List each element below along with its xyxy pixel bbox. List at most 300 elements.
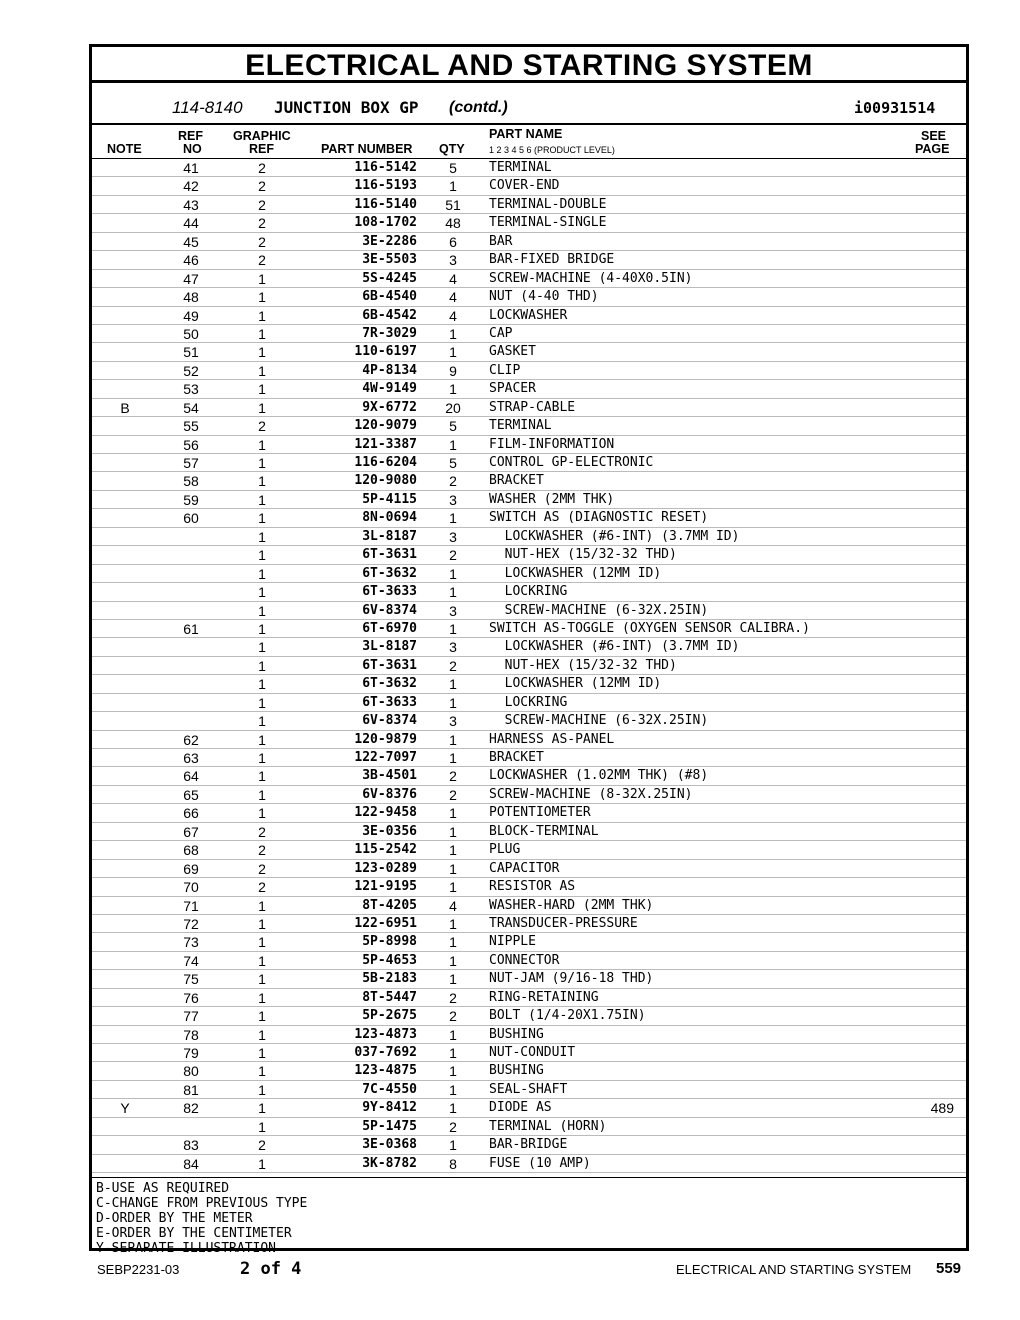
graphic-ref-cell: 1	[258, 565, 266, 582]
table-row	[92, 1155, 966, 1173]
illustration-id: i00931514	[854, 99, 936, 117]
table-row	[92, 897, 966, 915]
part-name-cell: SCREW-MACHINE (4-40X0.5IN)	[489, 270, 693, 286]
qty-cell: 2	[449, 657, 457, 674]
graphic-ref-cell: 1	[258, 436, 266, 453]
ref-no-cell: 84	[183, 1155, 199, 1172]
graphic-ref-cell: 2	[258, 215, 266, 232]
qty-cell: 1	[449, 915, 457, 932]
part-number-cell: 8N-0694	[362, 510, 417, 526]
part-number-cell: 7C-4550	[362, 1081, 417, 1097]
ref-no-cell: 82	[183, 1100, 199, 1117]
graphic-ref-cell: 1	[258, 897, 266, 914]
table-row	[92, 362, 966, 380]
graphic-ref-cell: 1	[258, 528, 266, 545]
ref-no-cell: 75	[183, 971, 199, 988]
table-row	[92, 878, 966, 896]
page-number: 559	[936, 1260, 962, 1277]
part-number-cell: 116-5142	[354, 160, 417, 175]
table-row	[92, 860, 966, 878]
qty-cell: 2	[449, 768, 457, 785]
part-number-cell: 8T-4205	[362, 897, 417, 913]
table-row	[92, 307, 966, 325]
part-number-cell: 3E-5503	[362, 252, 417, 268]
ref-no-cell: 77	[183, 1008, 199, 1025]
part-name-cell: CLIP	[489, 362, 521, 378]
graphic-ref-cell: 1	[258, 1008, 266, 1025]
group-number: 114-8140	[172, 98, 243, 117]
qty-cell: 1	[449, 1081, 457, 1098]
table-row	[92, 472, 966, 490]
graphic-ref-cell: 2	[258, 842, 266, 859]
notes-legend	[92, 1177, 966, 1256]
part-name-cell: BRACKET	[489, 473, 544, 489]
part-number-cell: 5P-8998	[362, 934, 417, 950]
graphic-ref-cell: 1	[258, 289, 266, 306]
part-number-cell: 4W-9149	[362, 381, 417, 397]
graphic-ref-cell: 2	[258, 178, 266, 195]
graphic-ref-cell: 1	[258, 952, 266, 969]
qty-cell: 1	[449, 842, 457, 859]
part-number-cell: 120-9879	[354, 731, 417, 747]
graphic-ref-cell: 2	[258, 196, 266, 213]
qty-cell: 1	[449, 879, 457, 896]
part-name-cell: HARNESS AS-PANEL	[489, 731, 615, 747]
table-row	[92, 177, 966, 195]
part-name-cell: POTENTIOMETER	[489, 805, 591, 821]
table-row	[92, 970, 966, 988]
part-name-cell: CAP	[489, 325, 513, 341]
graphic-ref-cell: 1	[258, 602, 266, 619]
part-name-cell: TERMINAL	[489, 160, 552, 175]
qty-cell: 2	[449, 1118, 457, 1135]
part-name-cell: WASHER (2MM THK)	[489, 491, 615, 507]
part-name-cell: SCREW-MACHINE (6-32X.25IN)	[489, 713, 709, 729]
qty-cell: 1	[449, 750, 457, 766]
part-name-cell: BLOCK-TERMINAL	[489, 823, 599, 839]
see-header-bottom: PAGE	[915, 142, 950, 156]
part-number-cell: 115-2542	[354, 842, 417, 858]
ref-no-cell: 54	[183, 399, 199, 416]
ref-no-cell: 41	[183, 160, 199, 176]
part-name-cell: STRAP-CABLE	[489, 399, 576, 415]
graphic-ref-cell: 1	[258, 934, 266, 951]
part-name-cell: FILM-INFORMATION	[489, 436, 615, 452]
ref-no-cell: 53	[183, 381, 199, 398]
part-name-cell: SCREW-MACHINE (8-32X.25IN)	[489, 786, 693, 802]
part-name-cell: TRANSDUCER-PRESSURE	[489, 915, 638, 931]
graphic-header-bottom: REF	[249, 142, 274, 156]
graphic-ref-cell: 2	[258, 1137, 266, 1154]
part-name-cell: LOCKWASHER (#6-INT) (3.7MM ID)	[489, 639, 740, 655]
part-number-cell: 5P-4653	[362, 952, 417, 968]
qty-cell: 1	[449, 1026, 457, 1043]
ref-no-cell: 44	[183, 215, 199, 232]
table-row	[92, 325, 966, 343]
part-name-cell: TERMINAL-DOUBLE	[489, 196, 607, 212]
qty-cell: 5	[449, 455, 457, 471]
part-number-cell: 6T-3631	[362, 657, 417, 673]
table-row	[92, 1081, 966, 1099]
part-name-cell: TERMINAL	[489, 418, 552, 434]
qty-cell: 1	[449, 805, 457, 822]
table-row	[92, 196, 966, 214]
ref-no-cell: 50	[183, 325, 199, 342]
graphic-ref-cell: 1	[258, 713, 266, 730]
part-name-cell: NUT (4-40 THD)	[489, 289, 599, 305]
table-row	[92, 436, 966, 454]
part-number-cell: 120-9080	[354, 473, 417, 489]
part-number-cell: 6V-8374	[362, 713, 417, 729]
note-legend-item: C-CHANGE FROM PREVIOUS TYPE	[96, 1196, 308, 1211]
graphic-ref-cell: 1	[258, 344, 266, 361]
part-number-cell: 110-6197	[354, 344, 417, 360]
part-number-cell: 3E-0356	[362, 823, 417, 839]
ref-no-cell: 46	[183, 252, 199, 269]
qty-cell: 48	[445, 215, 461, 232]
part-name-cell: CONTROL GP-ELECTRONIC	[489, 455, 654, 470]
part-name-cell: TERMINAL-SINGLE	[489, 215, 607, 231]
continued-label: (contd.)	[449, 99, 508, 116]
part-number-cell: 116-6204	[354, 455, 417, 470]
ref-no-cell: 49	[183, 307, 199, 324]
ref-no-cell: 63	[183, 750, 199, 766]
graphic-ref-cell: 1	[258, 768, 266, 785]
part-name-cell: BOLT (1/4-20X1.75IN)	[489, 1008, 646, 1024]
part-number-cell: 6V-8376	[362, 786, 417, 802]
graphic-ref-cell: 1	[258, 399, 266, 416]
table-row	[92, 454, 966, 472]
qty-cell: 1	[449, 731, 457, 748]
part-name-cell: BAR-BRIDGE	[489, 1137, 568, 1153]
graphic-ref-cell: 1	[258, 989, 266, 1006]
graphic-ref-cell: 2	[258, 879, 266, 896]
part-number-cell: 9X-6772	[362, 399, 417, 415]
table-row	[92, 823, 966, 841]
qty-cell: 1	[449, 860, 457, 877]
table-row	[92, 546, 966, 564]
see-page-cell: 489	[930, 1100, 954, 1117]
table-row	[92, 675, 966, 693]
part-number-cell: 6T-3633	[362, 584, 417, 600]
graphic-ref-cell: 1	[258, 1063, 266, 1080]
table-row	[92, 1118, 966, 1136]
ref-no-cell: 74	[183, 952, 199, 969]
qty-cell: 4	[449, 307, 457, 324]
group-name: JUNCTION BOX GP	[274, 98, 419, 117]
qty-cell: 3	[449, 252, 457, 269]
ref-no-cell: 48	[183, 289, 199, 306]
qty-cell: 2	[449, 989, 457, 1006]
part-number-cell: 122-6951	[354, 915, 417, 931]
part-number-cell: 4P-8134	[362, 362, 417, 378]
qty-header: QTY	[439, 142, 465, 156]
part-number-cell: 7R-3029	[362, 325, 417, 341]
part-name-cell: LOCKRING	[489, 584, 568, 600]
part-name-cell: SPACER	[489, 381, 536, 397]
table-row	[92, 380, 966, 398]
qty-cell: 9	[449, 362, 457, 379]
graphic-ref-cell: 1	[258, 731, 266, 748]
part-name-cell: LOCKWASHER (12MM ID)	[489, 565, 662, 581]
graphic-ref-cell: 1	[258, 1155, 266, 1172]
qty-cell: 1	[449, 178, 457, 195]
table-row	[92, 620, 966, 638]
part-name-cell: NUT-CONDUIT	[489, 1045, 576, 1060]
part-name-cell: SWITCH AS (DIAGNOSTIC RESET)	[489, 510, 709, 526]
part-number-cell: 5P-2675	[362, 1008, 417, 1024]
qty-cell: 2	[449, 473, 457, 490]
part-number-cell: 123-0289	[354, 860, 417, 876]
ref-no-cell: 57	[183, 455, 199, 471]
table-row	[92, 509, 966, 527]
ref-no-cell: 56	[183, 436, 199, 453]
qty-cell: 1	[449, 1063, 457, 1080]
graphic-ref-cell: 1	[258, 270, 266, 287]
part-number-cell: 123-4873	[354, 1026, 417, 1042]
graphic-ref-cell: 1	[258, 1026, 266, 1043]
ref-no-cell: 68	[183, 842, 199, 859]
table-row	[92, 1136, 966, 1154]
qty-cell: 1	[449, 823, 457, 840]
part-number-cell: 6T-3633	[362, 694, 417, 710]
part-number-cell: 3K-8782	[362, 1155, 417, 1171]
ref-no-cell: 81	[183, 1081, 199, 1098]
graphic-ref-cell: 2	[258, 823, 266, 840]
table-row	[92, 712, 966, 730]
part-name-cell: LOCKWASHER (#6-INT) (3.7MM ID)	[489, 528, 740, 544]
qty-cell: 5	[449, 160, 457, 176]
ref-no-cell: 59	[183, 491, 199, 508]
qty-cell: 1	[449, 694, 457, 711]
part-name-cell: BAR-FIXED BRIDGE	[489, 252, 615, 268]
table-row	[92, 989, 966, 1007]
table-row	[92, 288, 966, 306]
part-number-cell: 8T-5447	[362, 989, 417, 1005]
part-name-cell: NUT-JAM (9/16-18 THD)	[489, 971, 654, 987]
qty-cell: 2	[449, 1008, 457, 1025]
graphic-ref-cell: 2	[258, 252, 266, 269]
qty-cell: 1	[449, 510, 457, 527]
qty-cell: 3	[449, 713, 457, 730]
part-number-cell: 6V-8374	[362, 602, 417, 618]
graphic-ref-cell: 1	[258, 971, 266, 988]
table-row	[92, 491, 966, 509]
part-name-cell: LOCKWASHER (12MM ID)	[489, 676, 662, 692]
ref-no-cell: 79	[183, 1045, 199, 1061]
graphic-ref-cell: 2	[258, 860, 266, 877]
graphic-ref-cell: 1	[258, 620, 266, 637]
part-name-cell: BUSHING	[489, 1026, 544, 1042]
table-row	[92, 399, 966, 417]
part-name-cell: CAPACITOR	[489, 860, 560, 876]
ref-no-cell: 66	[183, 805, 199, 822]
part-name-cell: NUT-HEX (15/32-32 THD)	[489, 547, 677, 563]
table-row	[92, 749, 966, 767]
ref-no-cell: 42	[183, 178, 199, 195]
ref-no-cell: 62	[183, 731, 199, 748]
ref-no-cell: 43	[183, 196, 199, 213]
table-row	[92, 804, 966, 822]
part-number-cell: 116-5140	[354, 196, 417, 212]
table-row	[92, 933, 966, 951]
part-number-cell: 122-7097	[354, 750, 417, 765]
qty-cell: 3	[449, 602, 457, 619]
graphic-ref-cell: 1	[258, 915, 266, 932]
part-number-cell: 121-3387	[354, 436, 417, 452]
table-row	[92, 657, 966, 675]
part-name-cell: SWITCH AS-TOGGLE (OXYGEN SENSOR CALIBRA.)	[489, 620, 810, 636]
part-number-cell: 3E-0368	[362, 1137, 417, 1153]
graphic-ref-cell: 1	[258, 1045, 266, 1061]
part-name-cell: COVER-END	[489, 178, 560, 194]
qty-cell: 4	[449, 897, 457, 914]
ref-no-cell: 64	[183, 768, 199, 785]
graphic-ref-cell: 1	[258, 325, 266, 342]
ref-no-cell: 51	[183, 344, 199, 361]
note-cell: Y	[120, 1100, 130, 1117]
ref-no-cell: 67	[183, 823, 199, 840]
note-legend-item: B-USE AS REQUIRED	[96, 1181, 230, 1196]
ref-no-cell: 52	[183, 362, 199, 379]
ref-no-cell: 65	[183, 786, 199, 803]
ref-no-cell: 70	[183, 879, 199, 896]
part-number-cell: 122-9458	[354, 805, 417, 821]
part-name-cell: SCREW-MACHINE (6-32X.25IN)	[489, 602, 709, 618]
note-cell: B	[120, 399, 130, 416]
qty-cell: 3	[449, 491, 457, 508]
table-row	[92, 343, 966, 361]
part-name-cell: PLUG	[489, 842, 521, 858]
qty-cell: 1	[449, 676, 457, 693]
part-number-cell: 9Y-8412	[362, 1100, 417, 1116]
qty-cell: 1	[449, 344, 457, 361]
table-row	[92, 417, 966, 435]
qty-cell: 6	[449, 233, 457, 250]
graphic-ref-cell: 1	[258, 657, 266, 674]
ref-no-cell: 60	[183, 510, 199, 527]
part-number-cell: 6B-4542	[362, 307, 417, 323]
ref-no-cell: 55	[183, 418, 199, 435]
table-row	[92, 638, 966, 656]
note-legend-item: E-ORDER BY THE CENTIMETER	[96, 1226, 292, 1241]
table-row	[92, 1062, 966, 1080]
doc-code: SEBP2231-03	[97, 1262, 180, 1277]
graphic-ref-cell: 1	[258, 639, 266, 656]
part-name-cell: NIPPLE	[489, 934, 536, 950]
part-name-cell: GASKET	[489, 344, 536, 360]
qty-cell: 8	[449, 1155, 457, 1172]
table-row	[92, 1044, 966, 1062]
ref-no-cell: 78	[183, 1026, 199, 1043]
part-number-cell: 3B-4501	[362, 768, 417, 784]
group-subheader	[92, 83, 966, 125]
table-row	[92, 528, 966, 546]
qty-cell: 4	[449, 289, 457, 306]
table-row	[92, 602, 966, 620]
qty-cell: 2	[449, 786, 457, 803]
qty-cell: 1	[449, 584, 457, 601]
qty-cell: 1	[449, 381, 457, 398]
qty-cell: 5	[449, 418, 457, 435]
table-row	[92, 841, 966, 859]
qty-cell: 3	[449, 639, 457, 656]
parts-page-frame	[89, 44, 969, 1256]
qty-cell: 20	[445, 399, 461, 416]
part-number-cell: 5P-1475	[362, 1118, 417, 1134]
qty-cell: 3	[449, 528, 457, 545]
part-number-cell: 6B-4540	[362, 289, 417, 305]
table-row	[92, 233, 966, 251]
ref-no-cell: 69	[183, 860, 199, 877]
part-number-cell: 5P-4115	[362, 491, 417, 507]
table-row	[92, 1007, 966, 1025]
ref-header-bottom: NO	[183, 142, 202, 156]
table-row	[92, 952, 966, 970]
part-name-cell: FUSE (10 AMP)	[489, 1155, 591, 1171]
graphic-ref-cell: 1	[258, 510, 266, 527]
part-name-cell: WASHER-HARD (2MM THK)	[489, 897, 654, 913]
graphic-ref-cell: 1	[258, 362, 266, 379]
table-header	[92, 125, 966, 159]
ref-no-cell: 58	[183, 473, 199, 490]
graphic-ref-cell: 2	[258, 233, 266, 250]
table-row	[92, 767, 966, 785]
ref-no-cell: 71	[183, 897, 199, 914]
table-row	[92, 565, 966, 583]
table-row	[92, 159, 966, 177]
graphic-ref-cell: 1	[258, 307, 266, 324]
table-row	[92, 694, 966, 712]
graphic-ref-cell: 1	[258, 750, 266, 766]
part-number-cell: 3E-2286	[362, 233, 417, 249]
part-number-header: PART NUMBER	[321, 142, 413, 156]
qty-cell: 1	[449, 1045, 457, 1061]
graphic-ref-cell: 1	[258, 491, 266, 508]
graphic-ref-cell: 1	[258, 547, 266, 564]
part-name-cell: SEAL-SHAFT	[489, 1081, 568, 1097]
part-number-cell: 5B-2183	[362, 971, 417, 987]
part-number-cell: 116-5193	[354, 178, 417, 194]
note-legend-item: D-ORDER BY THE METER	[96, 1211, 253, 1226]
graphic-ref-cell: 1	[258, 473, 266, 490]
part-name-cell: LOCKRING	[489, 694, 568, 710]
ref-no-cell: 80	[183, 1063, 199, 1080]
part-number-cell: 6T-3631	[362, 547, 417, 563]
part-number-cell: 6T-6970	[362, 620, 417, 636]
part-number-cell: 037-7692	[354, 1045, 417, 1060]
product-level-header: 1 2 3 4 5 6 (PRODUCT LEVEL)	[489, 145, 615, 155]
table-row	[92, 214, 966, 232]
note-legend-item: Y-SEPARATE ILLUSTRATION	[96, 1241, 277, 1256]
page-title: ELECTRICAL AND STARTING SYSTEM	[245, 49, 813, 82]
part-name-cell: BRACKET	[489, 750, 544, 765]
graphic-ref-cell: 1	[258, 584, 266, 601]
table-row	[92, 270, 966, 288]
qty-cell: 1	[449, 436, 457, 453]
qty-cell: 1	[449, 325, 457, 342]
part-name-cell: LOCKWASHER	[489, 307, 568, 323]
ref-no-cell: 83	[183, 1137, 199, 1154]
title-bar	[92, 47, 966, 83]
qty-cell: 1	[449, 952, 457, 969]
part-name-header: PART NAME	[489, 127, 563, 141]
ref-no-cell: 72	[183, 915, 199, 932]
qty-cell: 4	[449, 270, 457, 287]
table-row	[92, 1026, 966, 1044]
qty-cell: 1	[449, 1137, 457, 1154]
part-name-cell: NUT-HEX (15/32-32 THD)	[489, 657, 677, 673]
